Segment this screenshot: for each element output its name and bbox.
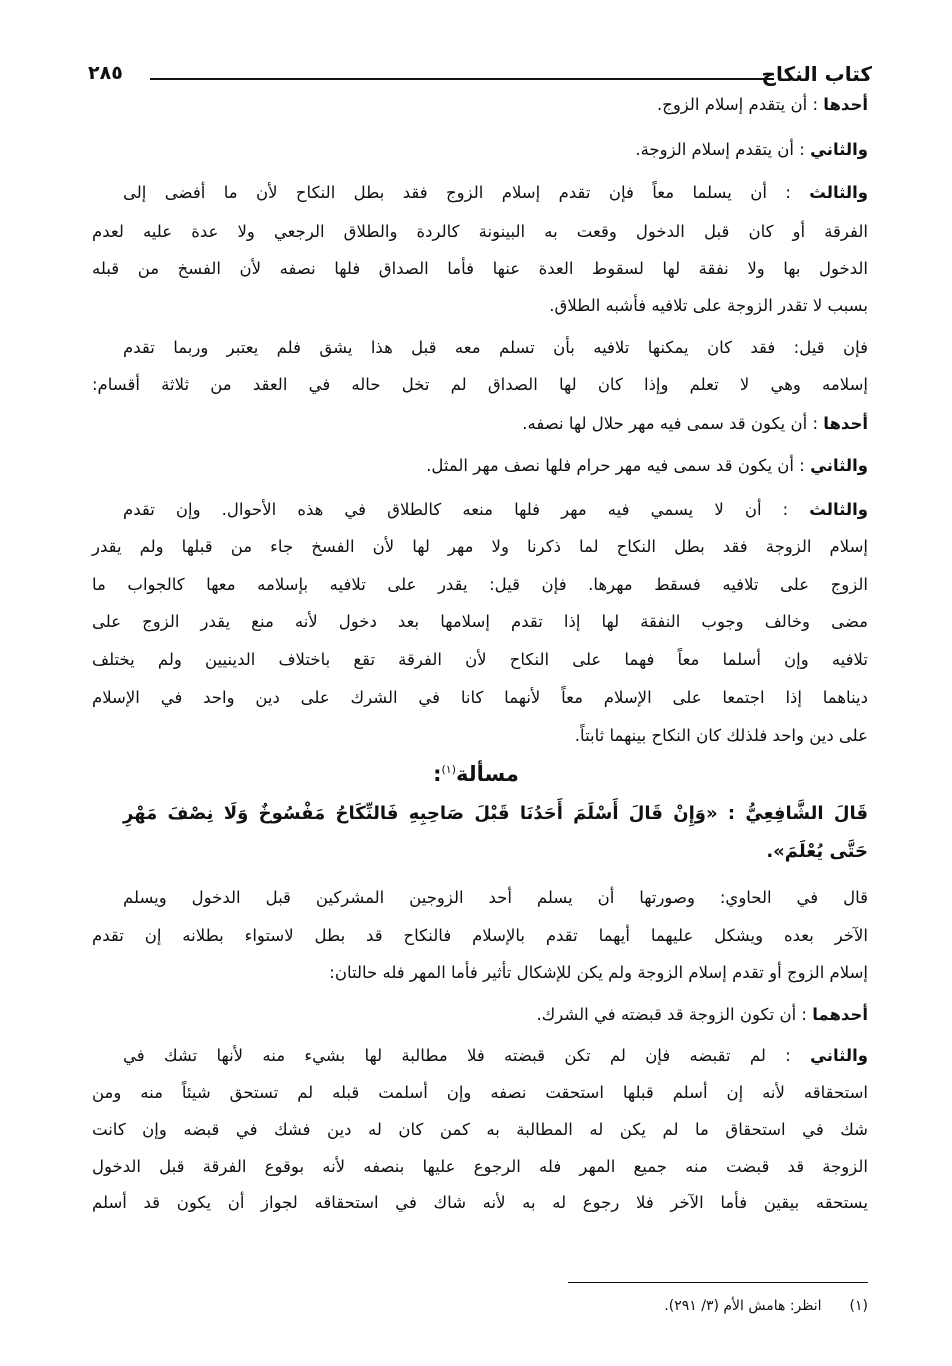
paragraph-line: فإن قيل: فقد كان يمكنها تلافيه بأن تسلم معه قبل هذا يشق فلم يعتبر وربما تقدم	[123, 338, 868, 357]
section-title	[0, 762, 952, 786]
line-label: والثاني	[810, 456, 868, 475]
paragraph-line: الفرقة أو كان قبل الدخول وقعت به البينونة كالردة والطلاق الرجعي ولا عدة عليه لعدم	[92, 222, 868, 241]
book-title: كتاب النكاح	[761, 62, 872, 86]
footnote-rule	[568, 1282, 868, 1283]
paragraph-line: إسلام الزوج أو تقدم إسلام الزوجة ولم يكن للإشكال تأثير فأما المهر فله حالتان:	[329, 963, 868, 982]
paragraph-line: الدخول بها ولا نفقة لها لسقوط العدة عنها فأما الصداق فلها نصفه لأن الفسخ من قبله	[92, 259, 868, 278]
paragraph-line	[123, 1003, 868, 1027]
paragraph-line	[123, 181, 868, 205]
paragraph-line: الآخر بعده ويشكل عليهما أيهما تقدم بالإسلام فالنكاح قد بطل لاستواء بطلانه إن تقدم	[92, 926, 868, 945]
line-text: : أن يتقدم إسلام الزوجة.	[635, 140, 805, 159]
paragraph-line: مضى وخالف وجوب النفقة لها إذا تقدم إسلامها بعد دخول لأنه منع يقدر الزوج على	[92, 612, 868, 631]
paragraph-line	[123, 93, 868, 117]
paragraph-line: يستحقه بيقين فأما الآخر فلا رجوع له به لأنه شاك في استحقاقه لجواز أن يكون قد أسلم	[92, 1193, 868, 1212]
paragraph-line: استحقاقه لأنه إن أسلم قبلها استحقت نصفه وإن أسلمت قبله لم تستحق شيئاً منه ومن	[92, 1083, 868, 1102]
paragraph-line: الزوجة قد قبضت منه جميع المهر فله الرجوع عليها بنصفه لأنه بوقوع الفرقة قبل الدخول	[92, 1157, 868, 1176]
header-rule	[150, 78, 774, 80]
section-title-colon: :	[433, 762, 442, 786]
footnote-number: (١)	[849, 1298, 868, 1314]
line-label: والثاني	[810, 1046, 869, 1065]
paragraph-line: بسبب لا تقدر الزوجة على تلافيه فأشبه الطلاق.	[549, 296, 868, 315]
line-text: : «وَإِنْ قَالَ أَسْلَمَ أَحَدُنَا قَبْلَ صَاحِبِهِ فَالنِّكَاحُ مَفْسُوخٌ وَلَا نِصْفَ مَهْرِ	[123, 803, 736, 824]
line-label: أحدهما	[812, 1005, 868, 1024]
paragraph-line	[123, 498, 868, 522]
line-text: : أن لا يسمي فيه مهر فلها منعه كالطلاق في هذه الأحوال. وإن تقدم	[123, 500, 789, 519]
line-text: : أن يكون قد سمى فيه مهر حرام فلها نصف مهر المثل.	[426, 456, 805, 475]
line-label: والثاني	[810, 140, 868, 159]
paragraph-line: شك في استحقاق ما لم يكن له المطالبة به كمن كان له دين فشك في قبضه وإن كانت	[92, 1120, 868, 1139]
paragraph-line: إسلام الزوجة فقد بطل النكاح لما ذكرنا ولا مهر لها لأن الفسخ جاء من قبلها ولم يقدر	[92, 537, 868, 556]
line-label: والثالث	[809, 500, 868, 519]
footnote-text: انظر: هامش الأم (٣/ ٢٩١).	[664, 1298, 822, 1314]
section-title-text: مسألة	[456, 762, 519, 786]
paragraph-line: ديناهما إذا اجتمعا على الإسلام معاً لأنهما كانا في الشرك على دين واحد في الإسلام	[92, 688, 868, 707]
shafii-quote-line	[123, 802, 868, 826]
paragraph-line: على دين واحد فلذلك كان النكاح بينهما ثابتاً.	[574, 726, 868, 745]
shafii-quote-line: حَتَّى يُعْلَمَ».	[766, 841, 868, 862]
paragraph-line: تلافيه وإن أسلما معاً فهما على النكاح لأن الفرقة تقع باختلاف الدينيين ولم يختلف	[92, 650, 868, 669]
line-label: أحدها	[823, 95, 868, 114]
line-label: والثالث	[809, 183, 868, 202]
paragraph-line: قال في الحاوي: وصورتها أن يسلم أحد الزوجين المشركين قبل الدخول ويسلم	[123, 888, 868, 907]
paragraph-line: إسلامه وهي لا تعلم وإذا كان لها الصداق لم تخل حاله في العقد من ثلاثة أقسام:	[92, 375, 868, 394]
line-text: : لم تقبضه فإن لم تكن قبضته فلا مطالبة لها بشيء منه لأنها تشك في	[123, 1046, 791, 1065]
line-text: : أن يكون قد سمى فيه مهر حلال لها نصفه.	[522, 414, 819, 433]
line-label: قَالَ الشَّافِعِيُّ	[745, 803, 868, 824]
footnote	[664, 1298, 868, 1314]
page-number: ٢٨٥	[88, 62, 123, 84]
paragraph-line: الزوج على تلافيه فسقط مهرها. فإن قيل: يقدر على تلافيه بإسلامه معها كالجواب ما	[92, 575, 868, 594]
paragraph-line	[123, 454, 868, 478]
line-label: أحدها	[823, 414, 868, 433]
line-text: : أن تكون الزوجة قد قبضته في الشرك.	[536, 1005, 807, 1024]
paragraph-line	[123, 412, 868, 436]
footnote-ref[interactable]: (١)	[441, 763, 457, 776]
line-text: : أن يتقدم إسلام الزوج.	[656, 95, 819, 114]
line-text: : أن يسلما معاً فإن تقدم إسلام الزوج فقد بطل النكاح لأن ما أفضى إلى	[123, 183, 791, 202]
paragraph-line	[123, 1044, 868, 1068]
paragraph-line	[123, 138, 868, 162]
